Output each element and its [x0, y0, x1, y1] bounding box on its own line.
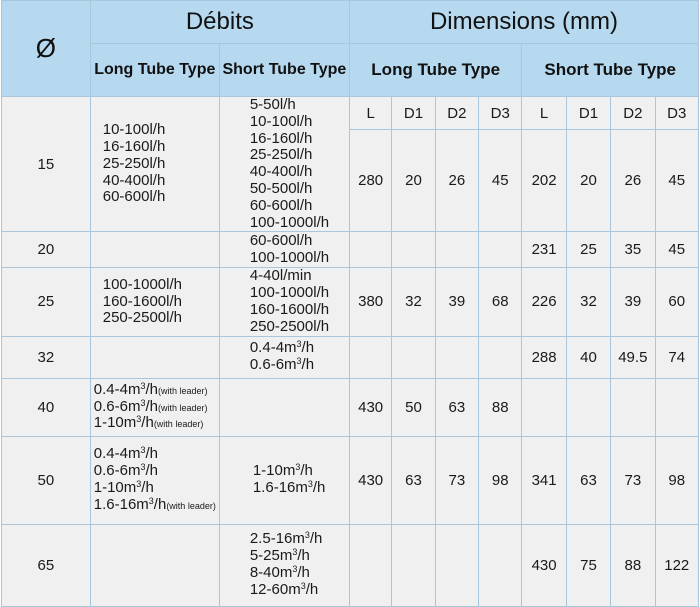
- flow-range-text: 50-500l/h: [249, 179, 313, 197]
- flow-range: [103, 310, 219, 327]
- flow-range: [94, 480, 219, 497]
- long-tube-dimension: [435, 232, 478, 268]
- flow-range: [94, 463, 219, 480]
- dims-short-tube-header: Short Tube Type: [522, 44, 699, 97]
- flow-range-text: 40-400l/h: [249, 163, 313, 181]
- flow-range: [250, 548, 349, 565]
- dims-long-col-header: D3: [479, 97, 522, 130]
- short-tube-dimension: 341: [522, 436, 566, 524]
- short-tube-dimension: 40: [566, 336, 610, 378]
- long-tube-flows: [90, 336, 219, 378]
- flow-range-text: 250-2500l/h: [102, 309, 182, 327]
- diameter-cell: 50: [2, 436, 91, 524]
- flow-range: [250, 131, 349, 148]
- flow-range-text: 250-2500l/h: [249, 317, 330, 335]
- flow-range-text: 160-1600l/h: [249, 300, 330, 318]
- flow-range-text: 25-250l/h: [249, 146, 313, 164]
- short-tube-dimension: 26: [611, 130, 655, 232]
- short-tube-dimension: 73: [611, 436, 655, 524]
- flow-range-text: 5-50l/h: [249, 96, 296, 113]
- flow-range: [103, 139, 219, 156]
- flow-range-text: 10-100l/h: [249, 112, 313, 130]
- debits-long-tube-header: Long Tube Type: [90, 44, 219, 97]
- long-tube-dimension: 430: [349, 436, 391, 524]
- flow-range-text: 100-1000l/h: [249, 213, 330, 231]
- flow-range: [94, 415, 219, 432]
- short-tube-dimension: [655, 378, 698, 436]
- flow-range-text: $12-60m^3/h$: [249, 580, 319, 598]
- short-tube-dimension: 49.5: [611, 336, 655, 378]
- long-tube-dimension: 45: [479, 130, 522, 232]
- short-tube-dimension: 39: [611, 268, 655, 336]
- flow-range-text: 160-1600l/h: [102, 292, 182, 310]
- flow-range-text: $1-10m^3/h$: [93, 479, 154, 497]
- long-tube-dimension: [435, 336, 478, 378]
- long-tube-flows: [90, 232, 219, 268]
- dims-short-col-header: D2: [611, 97, 655, 130]
- flow-range-text: 60-600l/h: [249, 232, 313, 250]
- short-tube-flows: [219, 436, 349, 524]
- flow-range: [250, 582, 349, 599]
- flow-range-text: $8-40m^3/h$: [249, 564, 310, 582]
- flow-range-text: $2.5-16m^3/h$: [249, 530, 323, 548]
- long-tube-dimension: 98: [479, 436, 522, 524]
- dims-long-col-header: D2: [435, 97, 478, 130]
- long-tube-dimension: [392, 232, 435, 268]
- table-row: [2, 436, 699, 524]
- short-tube-dimension: 32: [566, 268, 610, 336]
- flow-range-text: 25-250l/h: [102, 154, 166, 172]
- diameter-cell: 65: [2, 524, 91, 606]
- short-tube-dimension: [566, 378, 610, 436]
- flow-range: [250, 97, 349, 114]
- flow-range: [250, 357, 349, 374]
- flow-range-text: 16-160l/h: [249, 129, 313, 147]
- flow-range: [250, 181, 349, 198]
- dimensions-header: Dimensions (mm): [349, 1, 698, 44]
- flow-range: [250, 340, 349, 357]
- flow-range: [94, 446, 219, 463]
- flow-range: [250, 285, 349, 302]
- dims-short-col-header: D3: [655, 97, 698, 130]
- long-tube-dimension: 430: [349, 378, 391, 436]
- diameter-cell: 15: [2, 97, 91, 232]
- flow-range: [250, 147, 349, 164]
- long-tube-dimension: 63: [435, 378, 478, 436]
- flow-range: [250, 164, 349, 181]
- flow-range-text: $1.6-16m^3/h$: [252, 479, 326, 497]
- long-tube-dimension: 39: [435, 268, 478, 336]
- flow-range: [94, 497, 219, 514]
- flow-range: [103, 189, 219, 206]
- short-tube-flows: [219, 97, 349, 232]
- flow-range: [250, 565, 349, 582]
- flow-range: [250, 215, 349, 232]
- short-tube-dimension: 98: [655, 436, 698, 524]
- short-tube-dimension: 35: [611, 232, 655, 268]
- debits-short-tube-header: Short Tube Type: [219, 44, 349, 97]
- long-tube-dimension: 73: [435, 436, 478, 524]
- flow-range: [250, 114, 349, 131]
- diameter-header: Ø: [2, 1, 91, 97]
- flow-range-text: $0.6-6m^3/h$: [249, 356, 315, 374]
- long-tube-dimension: 63: [392, 436, 435, 524]
- diameter-cell: 20: [2, 232, 91, 268]
- flow-range: [103, 277, 219, 294]
- flow-range: [103, 122, 219, 139]
- table-row: [2, 97, 699, 130]
- long-tube-flows: [90, 97, 219, 232]
- flow-dimensions-table: [1, 0, 699, 607]
- flow-range-text: 10-100l/h: [102, 121, 166, 139]
- short-tube-dimension: 226: [522, 268, 566, 336]
- flow-range: [103, 294, 219, 311]
- flow-range: [250, 531, 349, 548]
- flow-range-text: $1-10m^3/h$: [252, 462, 313, 480]
- long-tube-dimension: [479, 232, 522, 268]
- short-tube-flows: [219, 268, 349, 336]
- flow-range: [103, 156, 219, 173]
- flow-range-text: $5-25m^3/h$: [249, 547, 310, 565]
- short-tube-dimension: 25: [566, 232, 610, 268]
- short-tube-dimension: 430: [522, 524, 566, 606]
- with-leader-note: (with leader): [157, 402, 208, 413]
- long-tube-dimension: [392, 336, 435, 378]
- flow-range-text: 100-1000l/h: [102, 275, 182, 293]
- table-row: [2, 336, 699, 378]
- flow-range-text: $0.6-6m^3/h$: [93, 397, 158, 415]
- dims-long-tube-header: Long Tube Type: [349, 44, 521, 97]
- debits-header: Débits: [90, 1, 349, 44]
- long-tube-flows: [90, 378, 219, 436]
- long-tube-dimension: 280: [349, 130, 391, 232]
- flow-range-text: 60-600l/h: [102, 188, 166, 206]
- flow-range: [250, 233, 349, 250]
- short-tube-dimension: 75: [566, 524, 610, 606]
- short-tube-dimension: 202: [522, 130, 566, 232]
- flow-range: [94, 399, 219, 416]
- flow-range: [250, 302, 349, 319]
- flow-range-text: 60-600l/h: [249, 196, 313, 214]
- long-tube-dimension: 26: [435, 130, 478, 232]
- flow-range-text: 100-1000l/h: [249, 248, 330, 266]
- flow-range-text: $0.4-4m^3/h$: [93, 445, 158, 463]
- flow-range: [250, 250, 349, 267]
- flow-range-text: $1-10m^3/h$: [93, 414, 154, 432]
- flow-range: [250, 268, 349, 285]
- flow-range: [253, 463, 349, 480]
- long-tube-flows: [90, 436, 219, 524]
- flow-range: [253, 480, 349, 497]
- table-row: [2, 378, 699, 436]
- flow-range-text: 16-160l/h: [102, 137, 166, 155]
- diameter-cell: 25: [2, 268, 91, 336]
- long-tube-dimension: [349, 336, 391, 378]
- short-tube-flows: [219, 336, 349, 378]
- dims-long-col-header: L: [349, 97, 391, 130]
- flow-range-text: 100-1000l/h: [249, 284, 330, 302]
- flow-range-text: $0.4-4m^3/h$: [249, 339, 315, 357]
- short-tube-dimension: 288: [522, 336, 566, 378]
- short-tube-flows: [219, 378, 349, 436]
- flow-range-text: 40-400l/h: [102, 171, 166, 189]
- short-tube-dimension: 88: [611, 524, 655, 606]
- with-leader-note: (with leader): [153, 419, 204, 430]
- diameter-cell: 40: [2, 378, 91, 436]
- with-leader-note: (with leader): [157, 385, 208, 396]
- flow-range-text: $0.6-6m^3/h$: [93, 462, 158, 480]
- short-tube-dimension: 74: [655, 336, 698, 378]
- long-tube-dimension: [349, 232, 391, 268]
- flow-range: [94, 382, 219, 399]
- long-tube-dimension: 68: [479, 268, 522, 336]
- long-tube-dimension: 32: [392, 268, 435, 336]
- short-tube-dimension: 122: [655, 524, 698, 606]
- short-tube-dimension: 45: [655, 232, 698, 268]
- flow-range-text: $1.6-16m^3/h$: [93, 495, 167, 513]
- table-row: [2, 232, 699, 268]
- long-tube-dimension: 88: [479, 378, 522, 436]
- short-tube-dimension: 63: [566, 436, 610, 524]
- dims-short-col-header: L: [522, 97, 566, 130]
- flow-range-text: 4-40l/min: [249, 267, 312, 285]
- short-tube-flows: [219, 232, 349, 268]
- short-tube-dimension: [522, 378, 566, 436]
- long-tube-dimension: 20: [392, 130, 435, 232]
- long-tube-dimension: 380: [349, 268, 391, 336]
- dims-long-col-header: D1: [392, 97, 435, 130]
- flow-range: [250, 319, 349, 336]
- diameter-cell: 32: [2, 336, 91, 378]
- short-tube-dimension: 60: [655, 268, 698, 336]
- long-tube-dimension: [479, 336, 522, 378]
- short-tube-dimension: [611, 378, 655, 436]
- short-tube-dimension: 20: [566, 130, 610, 232]
- short-tube-dimension: 231: [522, 232, 566, 268]
- with-leader-note: (with leader): [166, 500, 216, 511]
- dims-short-col-header: D1: [566, 97, 610, 130]
- table-row: [2, 268, 699, 336]
- flow-range-text: $0.4-4m^3/h$: [93, 380, 158, 398]
- short-tube-dimension: 45: [655, 130, 698, 232]
- flow-range: [103, 173, 219, 190]
- long-tube-flows: [90, 268, 219, 336]
- flow-range: [250, 198, 349, 215]
- long-tube-dimension: 50: [392, 378, 435, 436]
